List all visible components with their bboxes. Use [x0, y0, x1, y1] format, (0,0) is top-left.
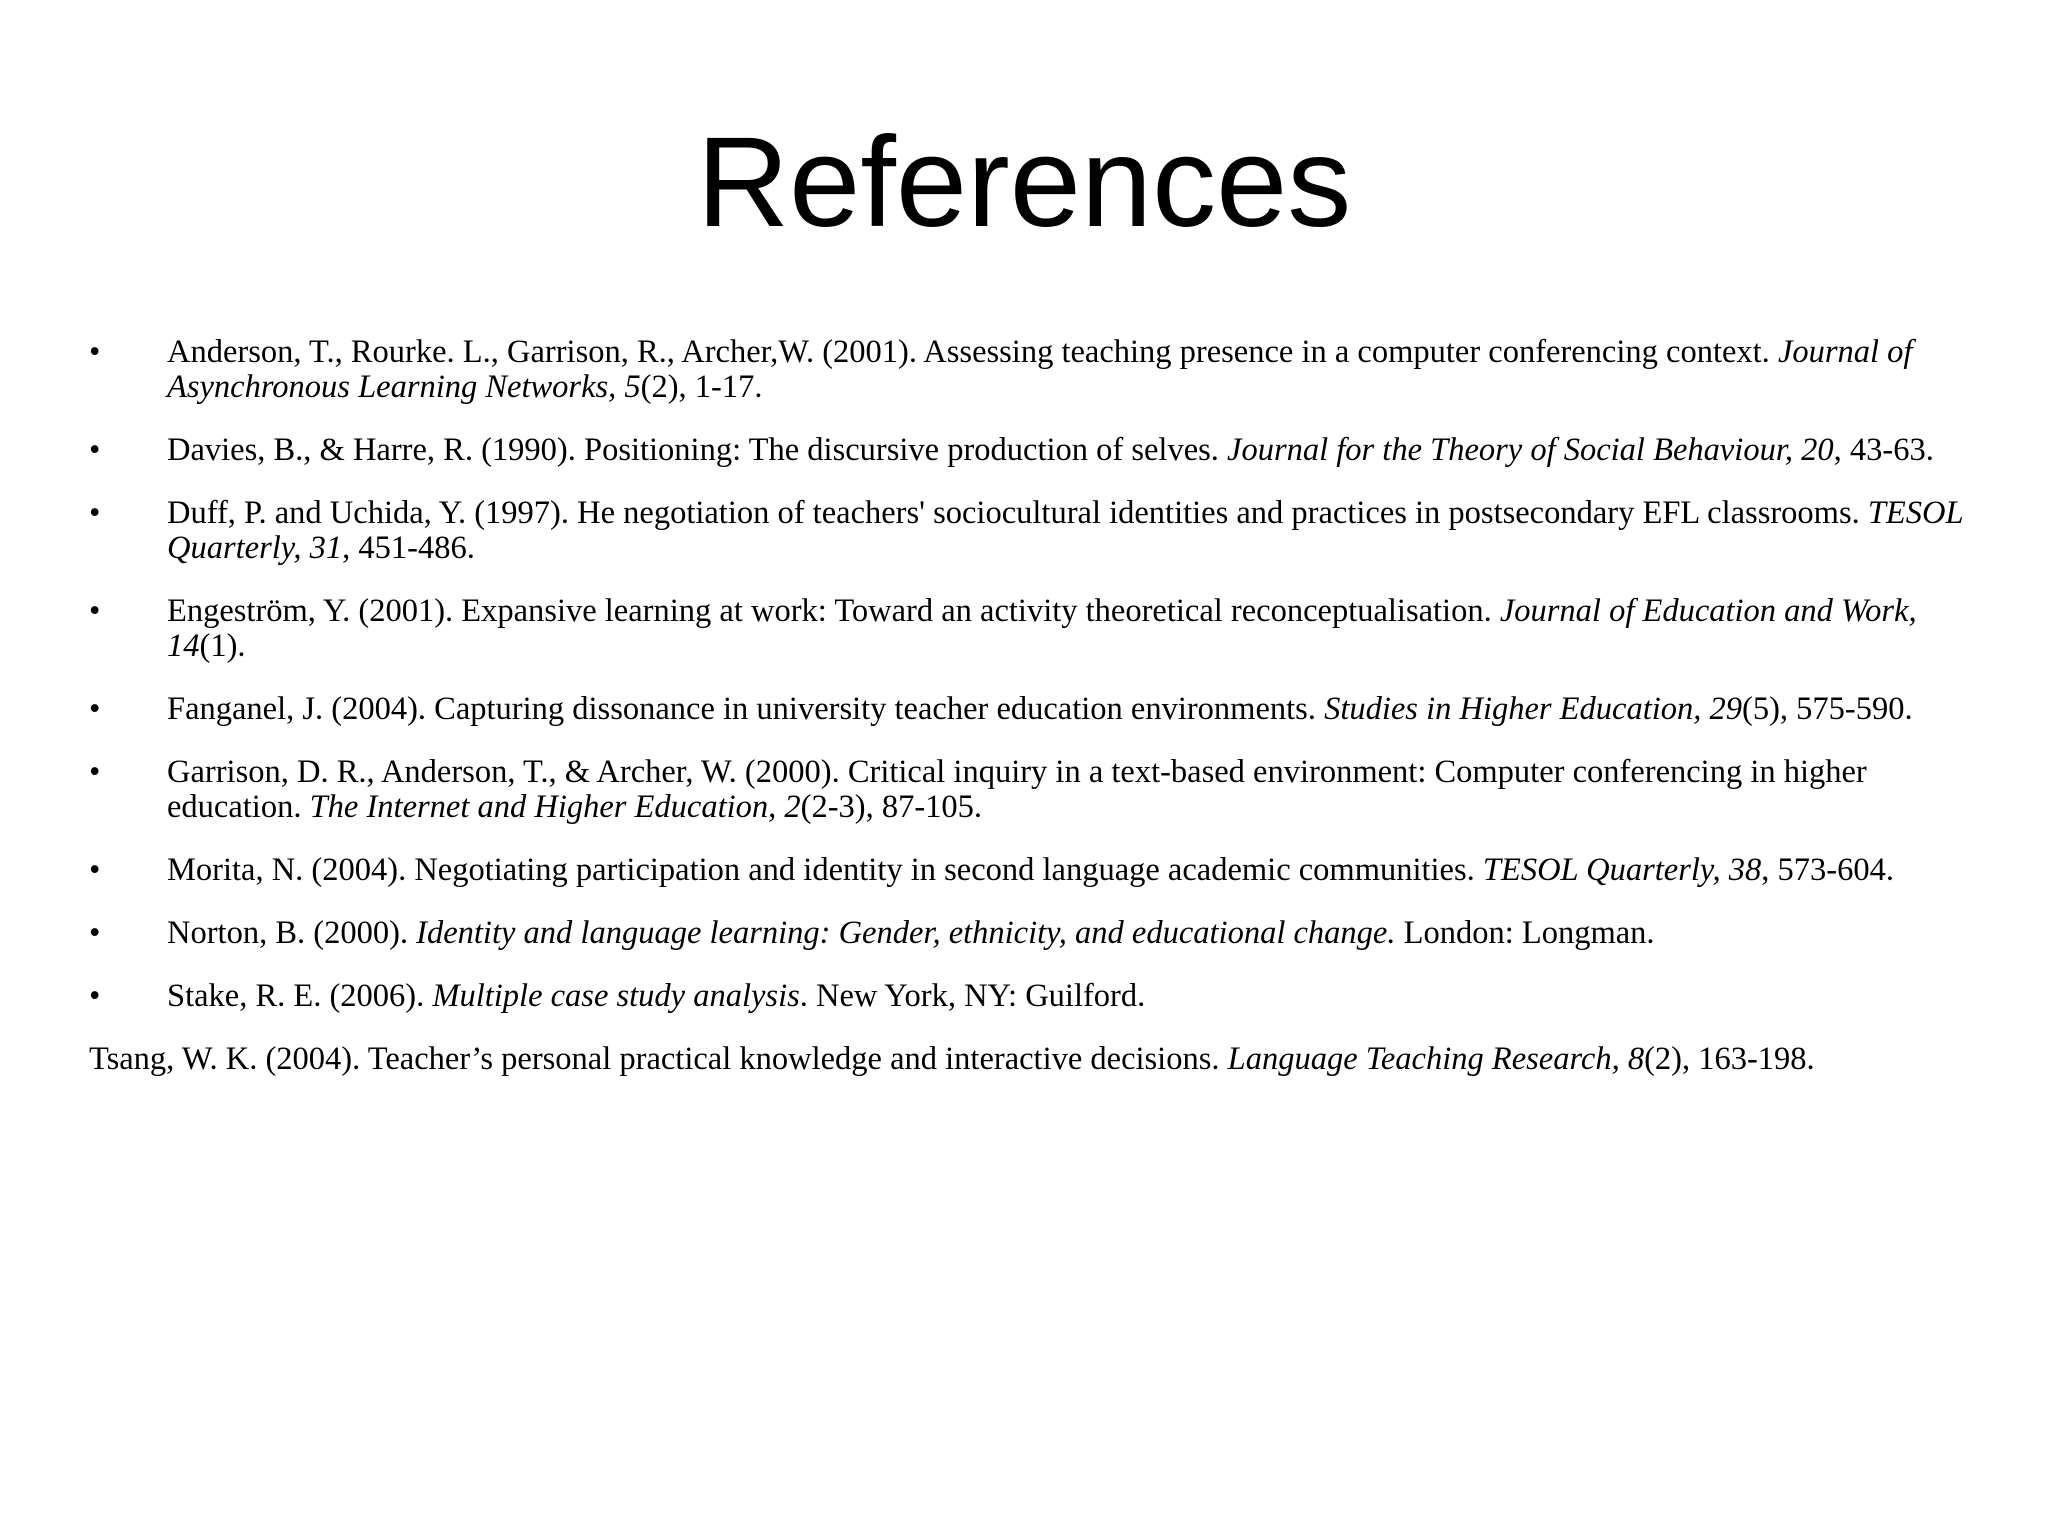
reference-item	[89, 496, 1979, 566]
bullet-icon: •	[89, 915, 101, 951]
bullet-icon: •	[89, 852, 101, 888]
reference-text: Norton, B. (2000).	[167, 915, 417, 951]
reference-text: Tsang, W. K. (2004). Teacher’s personal practical knowledge and interactive decisions.	[89, 1041, 1228, 1077]
reference-text: . New York, NY: Guilford.	[799, 978, 1146, 1014]
reference-source: Language Teaching Research, 8	[1227, 1041, 1645, 1077]
reference-source: TESOL Quarterly, 31	[167, 495, 1963, 566]
reference-text: Davies, B., & Harre, R. (1990). Positioning: The discursive production of selves.	[167, 432, 1228, 468]
bullet-icon: •	[89, 334, 101, 370]
reference-source: Journal of Education and Work, 14	[167, 593, 1917, 664]
reference-text: Anderson, T., Rourke. L., Garrison, R., Archer,W. (2001). Assessing teaching presence in a computer conferencing context.	[167, 334, 1778, 370]
reference-text: London: Longman.	[1395, 915, 1655, 951]
reference-item	[89, 1042, 1979, 1077]
reference-text: (2), 1-17.	[640, 369, 763, 405]
reference-source: Journal for the Theory of Social Behaviour, 20	[1227, 432, 1834, 468]
reference-source: Identity and language learning: Gender, ethnicity, and educational change.	[416, 915, 1396, 951]
reference-text: Stake, R. E. (2006).	[167, 978, 433, 1014]
page-title: References	[696, 111, 1352, 254]
reference-item	[89, 594, 1979, 664]
reference-source: TESOL Quarterly, 38	[1482, 852, 1762, 888]
bullet-icon: •	[89, 593, 101, 629]
reference-item	[89, 853, 1979, 888]
reference-source: The Internet and Higher Education, 2	[309, 789, 801, 825]
reference-text: Morita, N. (2004). Negotiating participation and identity in second language academic communities.	[167, 852, 1483, 888]
reference-item	[89, 916, 1979, 951]
reference-text: , 451-486.	[342, 530, 475, 566]
reference-text: (5), 575-590.	[1742, 691, 1913, 727]
bullet-icon: •	[89, 978, 101, 1014]
reference-item	[89, 433, 1979, 468]
reference-text: (2-3), 87-105.	[800, 789, 983, 825]
reference-source: Studies in Higher Education, 29	[1324, 691, 1743, 727]
reference-item	[89, 692, 1979, 727]
reference-text: , 573-604.	[1761, 852, 1894, 888]
reference-item	[89, 979, 1979, 1014]
reference-text: (1).	[199, 628, 246, 664]
reference-text: Duff, P. and Uchida, Y. (1997). He negotiation of teachers' sociocultural identities and practices in postsecondary EFL classrooms.	[167, 495, 1868, 531]
reference-text: , 43-63.	[1833, 432, 1934, 468]
bullet-icon: •	[89, 691, 101, 727]
reference-text: Fanganel, J. (2004). Capturing dissonance in university teacher education environments.	[167, 691, 1325, 727]
reference-item	[89, 335, 1979, 405]
bullet-icon: •	[89, 432, 101, 468]
reference-text: (2), 163-198.	[1644, 1041, 1815, 1077]
reference-item	[89, 755, 1979, 825]
reference-list	[89, 335, 1979, 1105]
reference-text: Garrison, D. R., Anderson, T., & Archer, W. (2000). Critical inquiry in a text-based environment: Computer conferencing in higher education.	[167, 754, 1867, 825]
reference-source: Journal of Asynchronous Learning Networks, 5	[167, 334, 1913, 405]
bullet-icon: •	[89, 754, 101, 790]
bullet-icon: •	[89, 495, 101, 531]
reference-source: Multiple case study analysis	[432, 978, 800, 1014]
reference-text: Engeström, Y. (2001). Expansive learning at work: Toward an activity theoretical reconceptualisation.	[167, 593, 1500, 629]
